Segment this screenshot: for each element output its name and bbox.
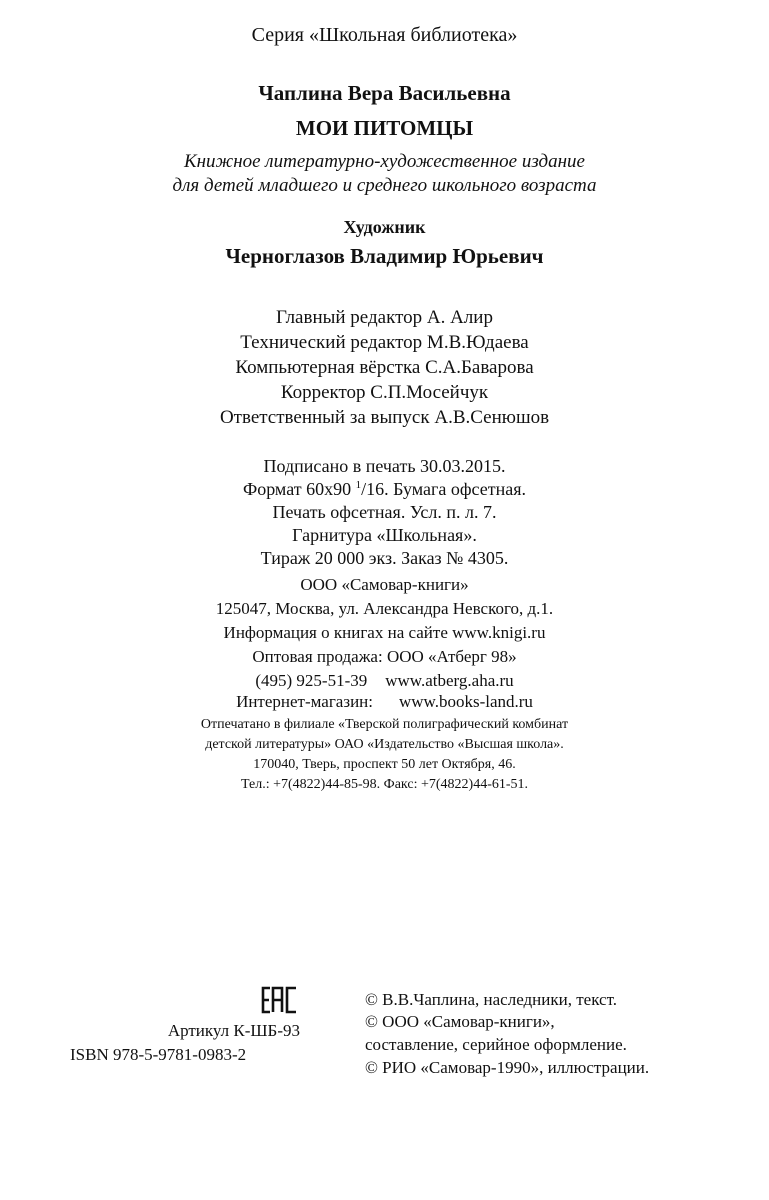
series-line: Серия «Школьная библиотека»	[251, 24, 518, 46]
shop-label: Интернет-магазин:	[236, 692, 373, 711]
printer-line: Отпечатано в филиале «Тверской полиграфический комбинат	[200, 717, 569, 732]
staff-line: Корректор С.П.Мосейчук	[280, 382, 489, 403]
format-line	[0, 479, 769, 500]
article-code: Артикул К-ШБ-93	[167, 1021, 300, 1040]
format-sup: 1	[355, 479, 362, 491]
wholesale-line: Оптовая продажа: ООО «Атберг 98»	[252, 647, 517, 666]
phone-site: www.atberg.aha.ru	[385, 671, 514, 690]
typeface-line: Гарнитура «Школьная».	[292, 525, 477, 545]
copyright-line: © ООО «Самовар-книги»,	[365, 1012, 555, 1031]
printing-line: Печать офсетная. Усл. п. л. 7.	[272, 502, 497, 522]
book-title: МОИ ПИТОМЦЫ	[295, 116, 474, 140]
description-line: Книжное литературно-художественное издание	[183, 151, 585, 172]
staff-line: Технический редактор М.В.Юдаева	[240, 332, 529, 353]
signed-line: Подписано в печать 30.03.2015.	[263, 456, 506, 476]
shop-site: www.books-land.ru	[398, 692, 533, 711]
publisher-address: 125047, Москва, ул. Александра Невского, д.1.	[215, 599, 554, 618]
format-suffix: /16. Бумага офсетная.	[361, 479, 527, 499]
eac-mark-icon	[260, 986, 300, 1014]
artist-name: Черноглазов Владимир Юрьевич	[225, 244, 544, 268]
staff-line: Главный редактор А. Алир	[276, 307, 493, 328]
copyright-line: © В.В.Чаплина, наследники, текст.	[365, 990, 617, 1009]
author-name: Чаплина Вера Васильевна	[258, 81, 511, 105]
copyright-line: © РИО «Самовар-1990», иллюстрации.	[365, 1058, 650, 1077]
publisher-name: ООО «Самовар-книги»	[300, 575, 469, 594]
phone-line	[0, 671, 769, 691]
artist-label: Художник	[343, 217, 426, 237]
staff-line: Компьютерная вёрстка С.А.Баварова	[235, 357, 534, 378]
run-line: Тираж 20 000 экз. Заказ № 4305.	[260, 548, 509, 568]
staff-line: Ответственный за выпуск А.В.Сенюшов	[219, 407, 550, 428]
format-prefix: Формат 60х90	[242, 479, 356, 499]
printer-line: детской литературы» ОАО «Издательство «Высшая школа».	[205, 737, 564, 752]
printer-line: Тел.: +7(4822)44-85-98. Факс: +7(4822)44-61-51.	[240, 777, 529, 792]
shop-line	[0, 692, 769, 712]
copyright-line: составление, серийное оформление.	[365, 1035, 627, 1054]
publisher-site-info: Информация о книгах на сайте www.knigi.ru	[223, 623, 546, 642]
isbn: ISBN 978-5-9781-0983-2	[70, 1045, 247, 1064]
description-line: для детей младшего и среднего школьного возраста	[172, 175, 597, 196]
phone-number: (495) 925-51-39	[255, 671, 368, 690]
printer-line: 170040, Тверь, проспект 50 лет Октября, 46.	[253, 757, 516, 772]
